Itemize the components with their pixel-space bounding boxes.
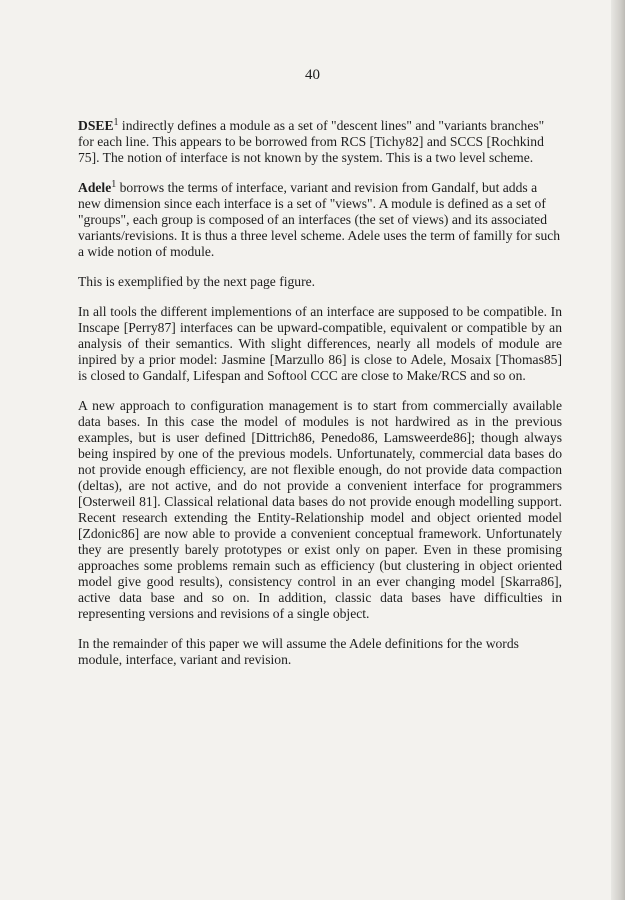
term-adele: Adele — [78, 180, 112, 195]
paragraph-data-bases: A new approach to configuration management is to start from commercially available data bases. In this case the model of modules is not hardwired as in the previous examples, but is user defined [Dittrich86, Penedo86, Lamsweerde86]; though always being inspired by one of the previous models. Unfortunately, commercial data bases do not provide enough efficiency, are not flexible enough, do not provide data compaction (deltas), are not active, and do not provide a convenient interface for programmers [Osterweil 81]. Classical relational data bases do not provide enough modelling support. Recent research extending the Entity-Relationship model and object oriented model [Zdonic86] are now able to provide a convenient conceptual framework. Unfortunately they are presently barely prototypes or exist only on paper. Even in these promising approaches some problems remain such as efficiency (but clustering in object oriented model give good results), consistency control in an ever changing model [Skarra86], active data base and so on. In addition, classic data bases have difficulties in representing versions and revisions of a single object. — [78, 398, 562, 621]
footnote-mark: 1 — [113, 117, 119, 128]
paragraph-text: borrows the terms of interface, variant and revision from Gandalf, but adds a new dimension since each interface is a set of "views". A module is defined as a set of "groups", each group is composed of an interfaces (the set of views) and its associated variants/revisions. It is thus a three level scheme. Adele uses the term of familly for such a wide notion of module. — [78, 180, 561, 259]
footnote-mark: 1 — [111, 179, 117, 190]
paragraph-adele — [78, 180, 562, 260]
page-number: 40 — [305, 67, 320, 83]
paragraph-implementations: In all tools the different implementions of an interface are supposed to be compatible. In Inscape [Perry87] interfaces can be upward-compatible, equivalent or compatible by an analysis of their semantics. With slight differences, nearly all models of module are inpired by a prior model: Jasmine [Marzullo 86] is close to Adele, Mosaix [Thomas85] is closed to Gandalf, Lifespan and Softool CCC are close to Make/RCS and so on. — [78, 304, 562, 383]
page-edge-shadow — [611, 0, 625, 900]
paragraph-dsee — [78, 118, 562, 166]
paragraph-figure-reference: This is exemplified by the next page figure. — [78, 274, 316, 289]
paragraph-remainder: In the remainder of this paper we will assume the Adele definitions for the words module, interface, variant and revision. — [78, 636, 519, 667]
term-dsee: DSEE — [78, 118, 114, 133]
paragraph-text: indirectly defines a module as a set of "descent lines" and "variants branches" for each line. This appears to be borrowed from RCS [Tichy82] and SCCS [Rochkind 75]. The notion of interface is not known by the system. This is a two level scheme. — [78, 118, 545, 165]
body-text — [78, 118, 562, 682]
